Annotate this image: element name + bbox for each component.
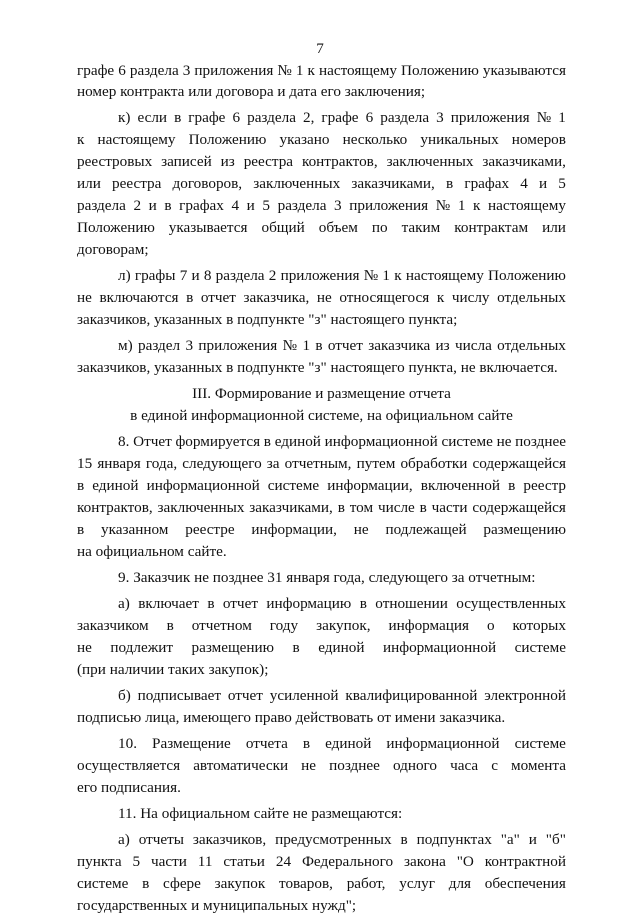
text-line: системе в сфере закупок товаров, работ, услуг для обеспечения [77, 875, 566, 892]
text-line: Положению указывается общий объем по таким контрактам или [77, 219, 566, 236]
text-line: договорам; [77, 241, 149, 258]
text-line: л) графы 7 и 8 раздела 2 приложения № 1 к настоящему Положению [118, 267, 566, 284]
page-number: 7 [316, 40, 324, 57]
text-line: в указанном реестре информации, не подлежащей размещению [77, 521, 566, 538]
text-line: к) если в графе 6 раздела 2, графе 6 раздела 3 приложения № 1 [118, 109, 566, 126]
text-line: контрактов, заключенных заказчиками, в том числе в части содержащейся [77, 499, 566, 516]
text-line: пункта 5 части 11 статьи 24 Федерального закона "О контрактной [77, 853, 566, 870]
text-line: его подписания. [77, 779, 181, 796]
text-line: м) раздел 3 приложения № 1 в отчет заказчика из числа отдельных [118, 337, 566, 354]
text-line: 11. На официальном сайте не размещаются: [118, 805, 403, 822]
text-line: а) отчеты заказчиков, предусмотренных в подпунктах "а" и "б" [118, 831, 566, 848]
section-heading-line: в единой информационной системе, на официальном сайте [130, 407, 513, 424]
text-line: заказчиков, указанных в подпункте "з" настоящего пункта, не включается. [77, 359, 558, 376]
text-line: 15 января года, следующего за отчетным, путем обработки содержащейся [77, 455, 566, 472]
text-line: заказчиков, указанных в подпункте "з" настоящего пункта; [77, 311, 458, 328]
text-line: 9. Заказчик не позднее 31 января года, следующего за отчетным: [118, 569, 536, 586]
text-line: (при наличии таких закупок); [77, 661, 269, 678]
text-line: номер контракта или договора и дата его заключения; [77, 83, 426, 100]
text-line: не подлежит размещению в единой информационной системе [77, 639, 566, 656]
text-line: 8. Отчет формируется в единой информационной системе не позднее [118, 433, 566, 450]
text-line: на официальном сайте. [77, 543, 227, 560]
text-line: а) включает в отчет информацию в отношении осуществленных [118, 595, 566, 612]
text-line: или реестра договоров, заключенных заказчиками, в графах 4 и 5 [77, 175, 566, 192]
text-line: не включаются в отчет заказчика, не относящегося к числу отдельных [77, 289, 566, 306]
section-heading-line: III. Формирование и размещение отчета [192, 385, 451, 402]
text-line: 10. Размещение отчета в единой информационной системе [118, 735, 566, 752]
text-line: осуществляется автоматически не позднее одного часа с момента [77, 757, 566, 774]
text-line: раздела 2 и в графах 4 и 5 раздела 3 приложения № 1 к настоящему [77, 197, 566, 214]
text-line: подписью лица, имеющего право действовать от имени заказчика. [77, 709, 506, 726]
text-line: реестровых записей из реестра контрактов, заключенных заказчиками, [77, 153, 566, 170]
text-line: графе 6 раздела 3 приложения № 1 к настоящему Положению указываются [77, 62, 566, 79]
text-line: заказчиком в отчетном году закупок, информация о которых [77, 617, 566, 634]
text-line: к настоящему Положению указано несколько уникальных номеров [77, 131, 566, 148]
text-line: государственных и муниципальных нужд"; [77, 897, 357, 914]
text-line: в единой информационной системе информации, включенной в реестр [77, 477, 566, 494]
text-line: б) подписывает отчет усиленной квалифицированной электронной [118, 687, 566, 704]
